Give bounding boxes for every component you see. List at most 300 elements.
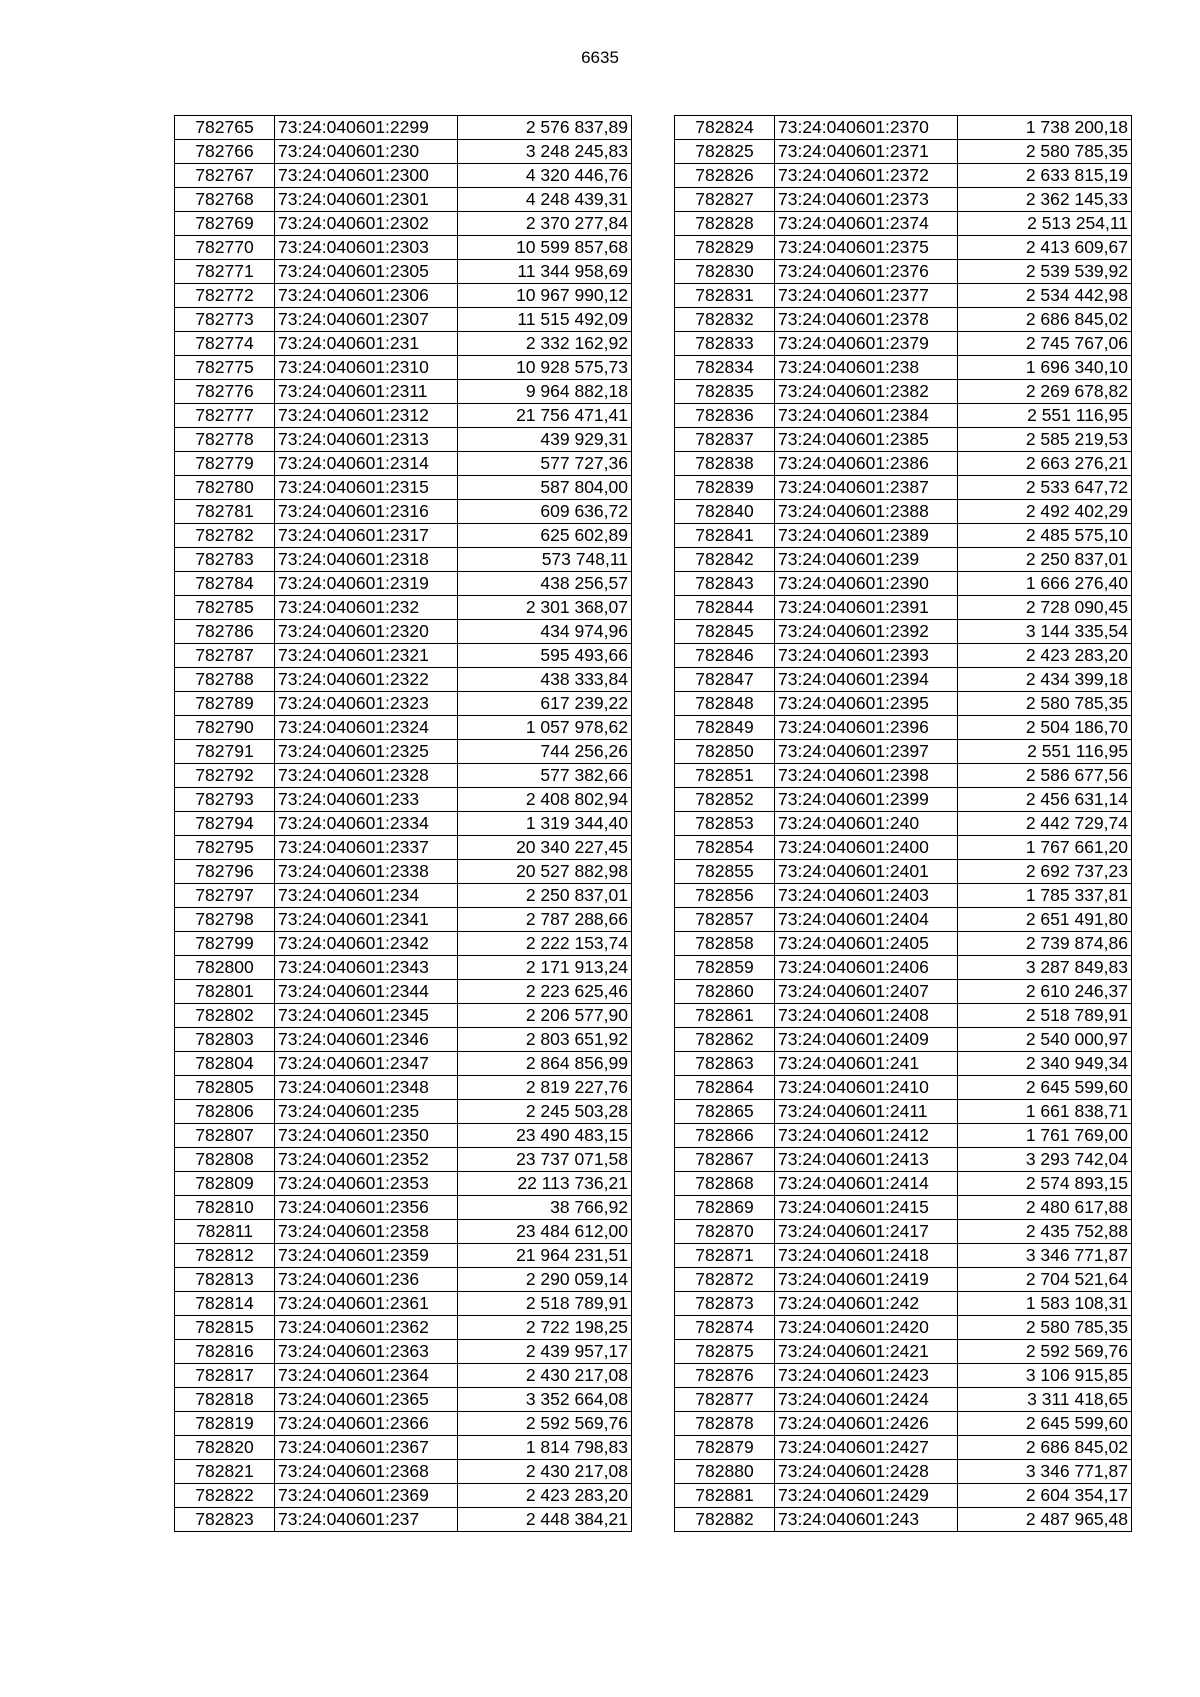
record-number-cell: 782772 xyxy=(175,284,275,308)
table-row xyxy=(175,524,632,548)
cadastral-number-cell: 73:24:040601:2393 xyxy=(775,644,958,668)
cadastral-number-cell: 73:24:040601:2353 xyxy=(275,1172,458,1196)
cadastral-number-cell: 73:24:040601:2387 xyxy=(775,476,958,500)
cadastral-value-cell: 2 290 059,14 xyxy=(458,1268,632,1292)
table-row xyxy=(675,668,1132,692)
registry-table-body xyxy=(675,116,1132,1532)
cadastral-number-cell: 73:24:040601:2409 xyxy=(775,1028,958,1052)
cadastral-number-cell: 73:24:040601:234 xyxy=(275,884,458,908)
cadastral-value-cell: 2 456 631,14 xyxy=(958,788,1132,812)
cadastral-value-cell: 2 864 856,99 xyxy=(458,1052,632,1076)
table-row xyxy=(675,788,1132,812)
record-number-cell: 782822 xyxy=(175,1484,275,1508)
table-row xyxy=(675,764,1132,788)
cadastral-number-cell: 73:24:040601:2400 xyxy=(775,836,958,860)
cadastral-number-cell: 73:24:040601:2343 xyxy=(275,956,458,980)
table-row xyxy=(175,1316,632,1340)
record-number-cell: 782854 xyxy=(675,836,775,860)
record-number-cell: 782825 xyxy=(675,140,775,164)
record-number-cell: 782878 xyxy=(675,1412,775,1436)
table-row xyxy=(175,1124,632,1148)
cadastral-number-cell: 73:24:040601:2429 xyxy=(775,1484,958,1508)
table-row xyxy=(675,452,1132,476)
cadastral-value-cell: 1 738 200,18 xyxy=(958,116,1132,140)
cadastral-number-cell: 73:24:040601:2347 xyxy=(275,1052,458,1076)
table-row xyxy=(675,1340,1132,1364)
cadastral-value-cell: 2 301 368,07 xyxy=(458,596,632,620)
cadastral-value-cell: 2 592 569,76 xyxy=(458,1412,632,1436)
cadastral-value-cell: 577 382,66 xyxy=(458,764,632,788)
cadastral-value-cell: 2 704 521,64 xyxy=(958,1268,1132,1292)
cadastral-value-cell: 587 804,00 xyxy=(458,476,632,500)
cadastral-number-cell: 73:24:040601:2300 xyxy=(275,164,458,188)
record-number-cell: 782844 xyxy=(675,596,775,620)
table-row xyxy=(675,908,1132,932)
record-number-cell: 782814 xyxy=(175,1292,275,1316)
cadastral-value-cell: 2 430 217,08 xyxy=(458,1460,632,1484)
cadastral-value-cell: 1 057 978,62 xyxy=(458,716,632,740)
table-row xyxy=(175,788,632,812)
cadastral-value-cell: 2 485 575,10 xyxy=(958,524,1132,548)
cadastral-number-cell: 73:24:040601:233 xyxy=(275,788,458,812)
cadastral-value-cell: 4 320 446,76 xyxy=(458,164,632,188)
record-number-cell: 782785 xyxy=(175,596,275,620)
cadastral-number-cell: 73:24:040601:2338 xyxy=(275,860,458,884)
cadastral-value-cell: 434 974,96 xyxy=(458,620,632,644)
record-number-cell: 782881 xyxy=(675,1484,775,1508)
record-number-cell: 782821 xyxy=(175,1460,275,1484)
record-number-cell: 782781 xyxy=(175,500,275,524)
record-number-cell: 782791 xyxy=(175,740,275,764)
record-number-cell: 782816 xyxy=(175,1340,275,1364)
table-row xyxy=(675,236,1132,260)
cadastral-number-cell: 73:24:040601:2341 xyxy=(275,908,458,932)
record-number-cell: 782827 xyxy=(675,188,775,212)
cadastral-value-cell: 2 245 503,28 xyxy=(458,1100,632,1124)
record-number-cell: 782877 xyxy=(675,1388,775,1412)
cadastral-value-cell: 2 663 276,21 xyxy=(958,452,1132,476)
table-row xyxy=(675,692,1132,716)
record-number-cell: 782867 xyxy=(675,1148,775,1172)
table-row xyxy=(675,932,1132,956)
cadastral-number-cell: 73:24:040601:238 xyxy=(775,356,958,380)
table-row xyxy=(175,908,632,932)
cadastral-value-cell: 2 580 785,35 xyxy=(958,140,1132,164)
table-row xyxy=(675,860,1132,884)
cadastral-number-cell: 73:24:040601:2382 xyxy=(775,380,958,404)
table-row xyxy=(675,836,1132,860)
cadastral-value-cell: 2 423 283,20 xyxy=(458,1484,632,1508)
table-row xyxy=(175,1148,632,1172)
record-number-cell: 782790 xyxy=(175,716,275,740)
cadastral-value-cell: 1 761 769,00 xyxy=(958,1124,1132,1148)
record-number-cell: 782875 xyxy=(675,1340,775,1364)
cadastral-value-cell: 2 540 000,97 xyxy=(958,1028,1132,1052)
table-row xyxy=(675,260,1132,284)
record-number-cell: 782809 xyxy=(175,1172,275,1196)
record-number-cell: 782840 xyxy=(675,500,775,524)
record-number-cell: 782780 xyxy=(175,476,275,500)
record-number-cell: 782811 xyxy=(175,1220,275,1244)
record-number-cell: 782819 xyxy=(175,1412,275,1436)
record-number-cell: 782872 xyxy=(675,1268,775,1292)
cadastral-number-cell: 73:24:040601:2413 xyxy=(775,1148,958,1172)
cadastral-number-cell: 73:24:040601:2386 xyxy=(775,452,958,476)
record-number-cell: 782837 xyxy=(675,428,775,452)
cadastral-value-cell: 2 269 678,82 xyxy=(958,380,1132,404)
record-number-cell: 782869 xyxy=(675,1196,775,1220)
cadastral-number-cell: 73:24:040601:2379 xyxy=(775,332,958,356)
record-number-cell: 782787 xyxy=(175,644,275,668)
cadastral-value-cell: 573 748,11 xyxy=(458,548,632,572)
cadastral-number-cell: 73:24:040601:2362 xyxy=(275,1316,458,1340)
table-row xyxy=(175,740,632,764)
cadastral-number-cell: 73:24:040601:2322 xyxy=(275,668,458,692)
cadastral-value-cell: 2 580 785,35 xyxy=(958,692,1132,716)
cadastral-value-cell: 1 785 337,81 xyxy=(958,884,1132,908)
cadastral-number-cell: 73:24:040601:2412 xyxy=(775,1124,958,1148)
cadastral-number-cell: 73:24:040601:240 xyxy=(775,812,958,836)
record-number-cell: 782874 xyxy=(675,1316,775,1340)
record-number-cell: 782832 xyxy=(675,308,775,332)
cadastral-value-cell: 3 144 335,54 xyxy=(958,620,1132,644)
record-number-cell: 782815 xyxy=(175,1316,275,1340)
cadastral-number-cell: 73:24:040601:2324 xyxy=(275,716,458,740)
record-number-cell: 782773 xyxy=(175,308,275,332)
cadastral-number-cell: 73:24:040601:2299 xyxy=(275,116,458,140)
cadastral-number-cell: 73:24:040601:2368 xyxy=(275,1460,458,1484)
cadastral-number-cell: 73:24:040601:2302 xyxy=(275,212,458,236)
record-number-cell: 782793 xyxy=(175,788,275,812)
table-row xyxy=(675,164,1132,188)
record-number-cell: 782829 xyxy=(675,236,775,260)
record-number-cell: 782801 xyxy=(175,980,275,1004)
record-number-cell: 782775 xyxy=(175,356,275,380)
record-number-cell: 782863 xyxy=(675,1052,775,1076)
table-row xyxy=(675,1028,1132,1052)
cadastral-value-cell: 2 803 651,92 xyxy=(458,1028,632,1052)
record-number-cell: 782831 xyxy=(675,284,775,308)
cadastral-number-cell: 73:24:040601:2407 xyxy=(775,980,958,1004)
table-row xyxy=(675,308,1132,332)
table-row xyxy=(175,1220,632,1244)
cadastral-number-cell: 73:24:040601:230 xyxy=(275,140,458,164)
record-number-cell: 782768 xyxy=(175,188,275,212)
record-number-cell: 782864 xyxy=(675,1076,775,1100)
table-row xyxy=(675,116,1132,140)
cadastral-number-cell: 73:24:040601:2359 xyxy=(275,1244,458,1268)
table-row xyxy=(175,1412,632,1436)
cadastral-number-cell: 73:24:040601:2424 xyxy=(775,1388,958,1412)
table-row xyxy=(175,188,632,212)
table-row xyxy=(175,1460,632,1484)
cadastral-number-cell: 73:24:040601:239 xyxy=(775,548,958,572)
cadastral-value-cell: 20 527 882,98 xyxy=(458,860,632,884)
record-number-cell: 782845 xyxy=(675,620,775,644)
record-number-cell: 782771 xyxy=(175,260,275,284)
record-number-cell: 782850 xyxy=(675,740,775,764)
record-number-cell: 782806 xyxy=(175,1100,275,1124)
record-number-cell: 782769 xyxy=(175,212,275,236)
cadastral-number-cell: 73:24:040601:2384 xyxy=(775,404,958,428)
table-row xyxy=(675,1076,1132,1100)
cadastral-value-cell: 3 346 771,87 xyxy=(958,1460,1132,1484)
cadastral-number-cell: 73:24:040601:2372 xyxy=(775,164,958,188)
table-row xyxy=(175,452,632,476)
table-row xyxy=(175,332,632,356)
record-number-cell: 782862 xyxy=(675,1028,775,1052)
record-number-cell: 782795 xyxy=(175,836,275,860)
table-row xyxy=(175,812,632,836)
cadastral-number-cell: 73:24:040601:235 xyxy=(275,1100,458,1124)
cadastral-number-cell: 73:24:040601:2406 xyxy=(775,956,958,980)
cadastral-value-cell: 3 311 418,65 xyxy=(958,1388,1132,1412)
cadastral-value-cell: 10 928 575,73 xyxy=(458,356,632,380)
cadastral-value-cell: 2 171 913,24 xyxy=(458,956,632,980)
cadastral-value-cell: 2 480 617,88 xyxy=(958,1196,1132,1220)
record-number-cell: 782798 xyxy=(175,908,275,932)
cadastral-value-cell: 10 967 990,12 xyxy=(458,284,632,308)
record-number-cell: 782836 xyxy=(675,404,775,428)
cadastral-number-cell: 73:24:040601:2364 xyxy=(275,1364,458,1388)
cadastral-value-cell: 23 490 483,15 xyxy=(458,1124,632,1148)
record-number-cell: 782817 xyxy=(175,1364,275,1388)
record-number-cell: 782818 xyxy=(175,1388,275,1412)
table-row xyxy=(175,116,632,140)
record-number-cell: 782853 xyxy=(675,812,775,836)
table-row xyxy=(175,1196,632,1220)
cadastral-number-cell: 73:24:040601:2310 xyxy=(275,356,458,380)
cadastral-value-cell: 2 250 837,01 xyxy=(458,884,632,908)
cadastral-number-cell: 73:24:040601:2370 xyxy=(775,116,958,140)
table-row xyxy=(175,764,632,788)
table-row xyxy=(675,716,1132,740)
cadastral-number-cell: 73:24:040601:2366 xyxy=(275,1412,458,1436)
cadastral-value-cell: 2 423 283,20 xyxy=(958,644,1132,668)
page-number: 6635 xyxy=(581,48,619,67)
cadastral-value-cell: 744 256,26 xyxy=(458,740,632,764)
table-row xyxy=(675,1052,1132,1076)
cadastral-value-cell: 2 362 145,33 xyxy=(958,188,1132,212)
cadastral-value-cell: 10 599 857,68 xyxy=(458,236,632,260)
record-number-cell: 782830 xyxy=(675,260,775,284)
table-row xyxy=(675,1004,1132,1028)
table-row xyxy=(175,692,632,716)
record-number-cell: 782796 xyxy=(175,860,275,884)
table-row xyxy=(675,1508,1132,1532)
record-number-cell: 782777 xyxy=(175,404,275,428)
cadastral-number-cell: 73:24:040601:2320 xyxy=(275,620,458,644)
cadastral-value-cell: 2 745 767,06 xyxy=(958,332,1132,356)
cadastral-value-cell: 2 610 246,37 xyxy=(958,980,1132,1004)
record-number-cell: 782767 xyxy=(175,164,275,188)
cadastral-value-cell: 2 574 893,15 xyxy=(958,1172,1132,1196)
cadastral-number-cell: 73:24:040601:2323 xyxy=(275,692,458,716)
cadastral-number-cell: 73:24:040601:2374 xyxy=(775,212,958,236)
cadastral-number-cell: 73:24:040601:2311 xyxy=(275,380,458,404)
record-number-cell: 782873 xyxy=(675,1292,775,1316)
cadastral-value-cell: 2 604 354,17 xyxy=(958,1484,1132,1508)
table-row xyxy=(675,812,1132,836)
cadastral-value-cell: 20 340 227,45 xyxy=(458,836,632,860)
cadastral-value-cell: 1 767 661,20 xyxy=(958,836,1132,860)
record-number-cell: 782807 xyxy=(175,1124,275,1148)
cadastral-value-cell: 2 819 227,76 xyxy=(458,1076,632,1100)
cadastral-value-cell: 4 248 439,31 xyxy=(458,188,632,212)
record-number-cell: 782805 xyxy=(175,1076,275,1100)
record-number-cell: 782820 xyxy=(175,1436,275,1460)
table-row xyxy=(175,932,632,956)
cadastral-number-cell: 73:24:040601:231 xyxy=(275,332,458,356)
table-row xyxy=(175,1340,632,1364)
cadastral-value-cell: 595 493,66 xyxy=(458,644,632,668)
record-number-cell: 782843 xyxy=(675,572,775,596)
cadastral-number-cell: 73:24:040601:2344 xyxy=(275,980,458,1004)
cadastral-value-cell: 2 787 288,66 xyxy=(458,908,632,932)
cadastral-number-cell: 73:24:040601:2405 xyxy=(775,932,958,956)
table-row xyxy=(175,836,632,860)
cadastral-number-cell: 73:24:040601:2397 xyxy=(775,740,958,764)
table-row xyxy=(175,284,632,308)
record-number-cell: 782857 xyxy=(675,908,775,932)
table-row xyxy=(675,1388,1132,1412)
cadastral-number-cell: 73:24:040601:2358 xyxy=(275,1220,458,1244)
record-number-cell: 782766 xyxy=(175,140,275,164)
record-number-cell: 782851 xyxy=(675,764,775,788)
record-number-cell: 782835 xyxy=(675,380,775,404)
cadastral-value-cell: 2 430 217,08 xyxy=(458,1364,632,1388)
cadastral-value-cell: 3 352 664,08 xyxy=(458,1388,632,1412)
table-row xyxy=(175,428,632,452)
record-number-cell: 782824 xyxy=(675,116,775,140)
cadastral-value-cell: 439 929,31 xyxy=(458,428,632,452)
cadastral-number-cell: 73:24:040601:2392 xyxy=(775,620,958,644)
table-row xyxy=(675,356,1132,380)
cadastral-number-cell: 73:24:040601:2317 xyxy=(275,524,458,548)
record-number-cell: 782876 xyxy=(675,1364,775,1388)
cadastral-number-cell: 73:24:040601:2369 xyxy=(275,1484,458,1508)
cadastral-number-cell: 73:24:040601:2337 xyxy=(275,836,458,860)
cadastral-number-cell: 73:24:040601:2328 xyxy=(275,764,458,788)
cadastral-number-cell: 73:24:040601:2399 xyxy=(775,788,958,812)
cadastral-value-cell: 23 484 612,00 xyxy=(458,1220,632,1244)
table-row xyxy=(675,1148,1132,1172)
table-row xyxy=(675,404,1132,428)
cadastral-number-cell: 73:24:040601:2313 xyxy=(275,428,458,452)
cadastral-value-cell: 438 333,84 xyxy=(458,668,632,692)
cadastral-value-cell: 2 728 090,45 xyxy=(958,596,1132,620)
record-number-cell: 782834 xyxy=(675,356,775,380)
cadastral-value-cell: 2 645 599,60 xyxy=(958,1412,1132,1436)
cadastral-number-cell: 73:24:040601:232 xyxy=(275,596,458,620)
record-number-cell: 782833 xyxy=(675,332,775,356)
cadastral-value-cell: 1 583 108,31 xyxy=(958,1292,1132,1316)
cadastral-value-cell: 2 686 845,02 xyxy=(958,1436,1132,1460)
cadastral-number-cell: 73:24:040601:243 xyxy=(775,1508,958,1532)
cadastral-value-cell: 2 651 491,80 xyxy=(958,908,1132,932)
table-row xyxy=(675,644,1132,668)
record-number-cell: 782852 xyxy=(675,788,775,812)
record-number-cell: 782849 xyxy=(675,716,775,740)
cadastral-number-cell: 73:24:040601:2319 xyxy=(275,572,458,596)
cadastral-value-cell: 2 534 442,98 xyxy=(958,284,1132,308)
record-number-cell: 782858 xyxy=(675,932,775,956)
cadastral-number-cell: 73:24:040601:2421 xyxy=(775,1340,958,1364)
table-row xyxy=(175,572,632,596)
table-row xyxy=(675,500,1132,524)
cadastral-value-cell: 2 206 577,90 xyxy=(458,1004,632,1028)
cadastral-value-cell: 2 435 752,88 xyxy=(958,1220,1132,1244)
table-row xyxy=(175,668,632,692)
cadastral-value-cell: 2 340 949,34 xyxy=(958,1052,1132,1076)
cadastral-number-cell: 73:24:040601:2346 xyxy=(275,1028,458,1052)
record-number-cell: 782804 xyxy=(175,1052,275,1076)
cadastral-number-cell: 73:24:040601:2408 xyxy=(775,1004,958,1028)
cadastral-number-cell: 73:24:040601:2350 xyxy=(275,1124,458,1148)
table-row xyxy=(675,1436,1132,1460)
table-row xyxy=(675,332,1132,356)
cadastral-value-cell: 2 492 402,29 xyxy=(958,500,1132,524)
record-number-cell: 782789 xyxy=(175,692,275,716)
record-number-cell: 782765 xyxy=(175,116,275,140)
cadastral-value-cell: 21 756 471,41 xyxy=(458,404,632,428)
cadastral-number-cell: 73:24:040601:2377 xyxy=(775,284,958,308)
table-row xyxy=(675,1244,1132,1268)
cadastral-value-cell: 2 448 384,21 xyxy=(458,1508,632,1532)
record-number-cell: 782847 xyxy=(675,668,775,692)
table-row xyxy=(675,476,1132,500)
cadastral-value-cell: 3 346 771,87 xyxy=(958,1244,1132,1268)
cadastral-number-cell: 73:24:040601:2342 xyxy=(275,932,458,956)
cadastral-value-cell: 3 287 849,83 xyxy=(958,956,1132,980)
cadastral-number-cell: 73:24:040601:2375 xyxy=(775,236,958,260)
cadastral-number-cell: 73:24:040601:2403 xyxy=(775,884,958,908)
cadastral-value-cell: 3 293 742,04 xyxy=(958,1148,1132,1172)
record-number-cell: 782828 xyxy=(675,212,775,236)
table-row xyxy=(175,1172,632,1196)
cadastral-value-cell: 2 585 219,53 xyxy=(958,428,1132,452)
table-row xyxy=(175,164,632,188)
cadastral-value-cell: 2 551 116,95 xyxy=(958,404,1132,428)
cadastral-value-cell: 2 518 789,91 xyxy=(458,1292,632,1316)
record-number-cell: 782860 xyxy=(675,980,775,1004)
table-row xyxy=(675,212,1132,236)
cadastral-value-cell: 617 239,22 xyxy=(458,692,632,716)
table-row xyxy=(175,1508,632,1532)
cadastral-number-cell: 73:24:040601:2306 xyxy=(275,284,458,308)
cadastral-value-cell: 625 602,89 xyxy=(458,524,632,548)
cadastral-number-cell: 73:24:040601:2418 xyxy=(775,1244,958,1268)
table-row xyxy=(175,1364,632,1388)
table-row xyxy=(175,716,632,740)
cadastral-number-cell: 73:24:040601:2318 xyxy=(275,548,458,572)
cadastral-value-cell: 2 513 254,11 xyxy=(958,212,1132,236)
cadastral-value-cell: 38 766,92 xyxy=(458,1196,632,1220)
table-row xyxy=(175,260,632,284)
cadastral-number-cell: 73:24:040601:2390 xyxy=(775,572,958,596)
cadastral-value-cell: 3 248 245,83 xyxy=(458,140,632,164)
table-row xyxy=(675,956,1132,980)
table-row xyxy=(675,572,1132,596)
record-number-cell: 782797 xyxy=(175,884,275,908)
cadastral-number-cell: 73:24:040601:2385 xyxy=(775,428,958,452)
table-row xyxy=(675,380,1132,404)
cadastral-value-cell: 2 633 815,19 xyxy=(958,164,1132,188)
cadastral-value-cell: 1 661 838,71 xyxy=(958,1100,1132,1124)
cadastral-number-cell: 73:24:040601:2410 xyxy=(775,1076,958,1100)
cadastral-value-cell: 22 113 736,21 xyxy=(458,1172,632,1196)
cadastral-value-cell: 2 413 609,67 xyxy=(958,236,1132,260)
